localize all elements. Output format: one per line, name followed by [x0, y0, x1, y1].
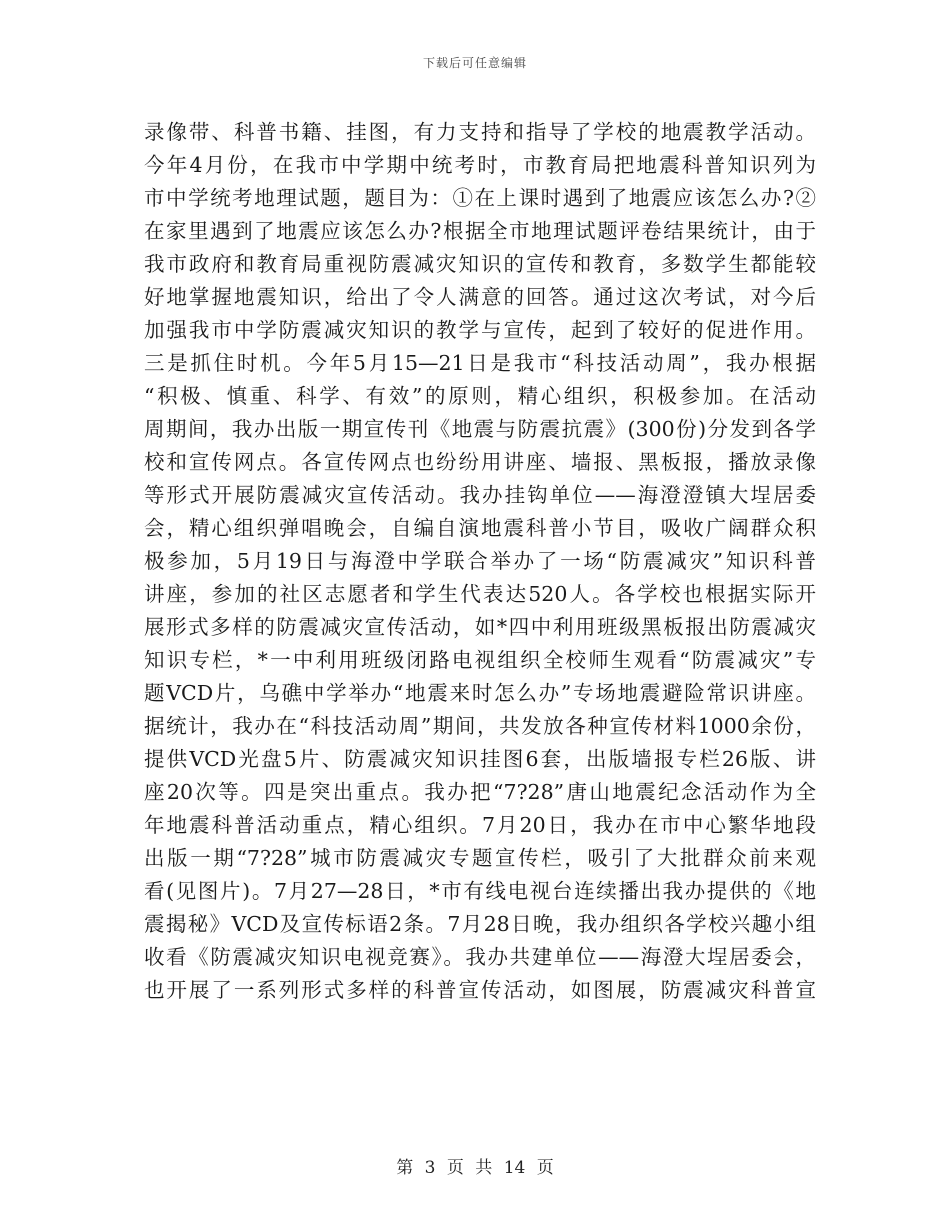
text-line: “积极、慎重、科学、有效”的原则，精心组织，积极参加。在活动: [144, 384, 816, 408]
text-line: 极参加，5月19日与海澄中学联合举办了一场“防震减灾”知识科普: [144, 549, 816, 573]
text-line: 加强我市中学防震减灾知识的教学与宣传，起到了较好的促进作用。: [144, 318, 816, 342]
text-line: 今年4月份，在我市中学期中统考时，市教育局把地震科普知识列为: [144, 153, 816, 177]
text-line: 讲座，参加的社区志愿者和学生代表达520人。各学校也根据实际开: [144, 582, 816, 606]
text-line: 等形式开展防震减灾宣传活动。我办挂钩单位——海澄澄镇大埕居委: [144, 483, 816, 507]
text-line: 市中学统考地理试题，题目为：①在上课时遇到了地震应该怎么办?②: [144, 186, 816, 210]
document-body: [144, 116, 816, 1007]
text-line: 会，精心组织弹唱晚会，自编自演地震科普小节目，吸收广阔群众积: [144, 516, 816, 540]
page-number: 第 3 页 共 14 页: [396, 1158, 554, 1178]
text-line: 年地震科普活动重点，精心组织。7月20日，我办在市中心繁华地段: [144, 813, 816, 837]
text-line: 周期间，我办出版一期宣传刊《地震与防震抗震》(300份)分发到各学: [144, 417, 816, 441]
text-line: 据统计，我办在“科技活动周”期间，共发放各种宣传材料1000余份，: [144, 714, 816, 738]
text-line: 在家里遇到了地震应该怎么办?根据全市地理试题评卷结果统计，由于: [144, 219, 816, 243]
text-line: 校和宣传网点。各宣传网点也纷纷用讲座、墙报、黑板报，播放录像: [144, 450, 816, 474]
text-line: 展形式多样的防震减灾宣传活动，如*四中利用班级黑板报出防震减灾: [144, 615, 816, 639]
text-line: 出版一期“7?28”城市防震减灾专题宣传栏，吸引了大批群众前来观: [144, 846, 816, 870]
text-line: 提供VCD光盘5片、防震减灾知识挂图6套，出版墙报专栏26版、讲: [144, 747, 816, 771]
page-header-note: 下载后可任意编辑: [422, 56, 527, 70]
text-line: 知识专栏，*一中利用班级闭路电视组织全校师生观看“防震减灾”专: [144, 648, 816, 672]
text-line: 收看《防震减灾知识电视竞赛》。我办共建单位——海澄大埕居委会，: [144, 945, 816, 969]
text-line: 录像带、科普书籍、挂图，有力支持和指导了学校的地震教学活动。: [144, 120, 816, 144]
text-line: 震揭秘》VCD及宣传标语2条。7月28日晚，我办组织各学校兴趣小组: [144, 912, 816, 936]
text-line: 三是抓住时机。今年5月15—21日是我市“科技活动周”，我办根据: [144, 351, 816, 375]
text-line: 题VCD片，乌礁中学举办“地震来时怎么办”专场地震避险常识讲座。: [144, 681, 816, 705]
text-line: 看(见图片)。7月27—28日，*市有线电视台连续播出我办提供的《地: [144, 879, 816, 903]
text-line: 也开展了一系列形式多样的科普宣传活动，如图展，防震减灾科普宣: [144, 978, 816, 1002]
text-line: 座20次等。四是突出重点。我办把“7?28”唐山地震纪念活动作为全: [144, 780, 816, 804]
text-line: 我市政府和教育局重视防震减灾知识的宣传和教育，多数学生都能较: [144, 252, 816, 276]
text-line: 好地掌握地震知识，给出了令人满意的回答。通过这次考试，对今后: [144, 285, 816, 309]
